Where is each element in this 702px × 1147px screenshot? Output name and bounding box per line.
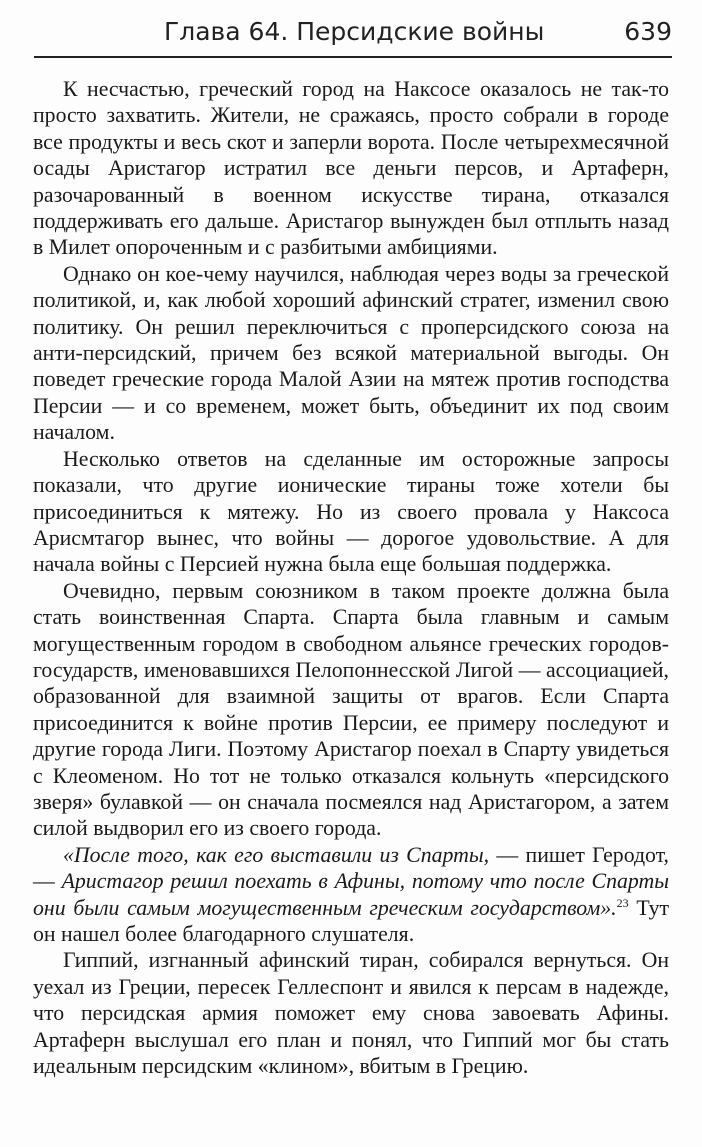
footnote-marker: 23 xyxy=(616,895,629,910)
paragraph-naxos: К несчастью, греческий город на Наксосе оказалось не так-то просто захватить. Жители, не сражаясь, просто собрали в городе все продукты и весь скот и заперли ворота. После четырехмесячной осады Аристагор истратил все деньги персов, и Артаферн, разочарованный в военном искусстве тирана, отказался поддерживать его дальше. Аристагор вынужден был отплыть назад в Милет опороченным и с разбитыми амбициями. xyxy=(33,77,669,260)
chapter-title: Глава 64. Персидские войны xyxy=(164,17,545,46)
quote-part-1: «После того, как его выставили из Спарты, xyxy=(63,842,490,867)
page-header xyxy=(34,14,672,58)
quote-part-2: Аристагор решил поехать в Афины, потому что после Спарты они были самым могущественным греческим государством». xyxy=(33,869,669,920)
paragraph-ionian-tyrants: Несколько ответов на сделанные им осторожные запросы показали, что другие ионические тираны тоже хотели бы присоединиться к мятежу. Но из своего провала у Наксоса Арисмтагор вынес, что войны — дорогое удовольствие. А для начала войны с Персией нужна была еще большая поддержка. xyxy=(33,446,669,577)
body-text xyxy=(33,76,669,1079)
paragraph-policy-change: Однако он кое-чему научился, наблюдая через воды за греческой политикой, и, как любой хороший афинский стратег, изменил свою политику. Он решил переключиться с проперсидского союза на анти-персидский, причем без всякой материальной выгоды. Он поведет греческие города Малой Азии на мятеж против господства Персии — и со временем, может быть, объединит их под своим началом. xyxy=(33,261,669,445)
quote-attribution: — пишет Геродот, — xyxy=(33,842,670,894)
paragraph-herodotus-quote xyxy=(33,842,669,948)
quote-continuation: Тут он нашел более благодарного слушателя. xyxy=(33,895,670,946)
paragraph-sparta: Очевидно, первым союзником в таком проекте должна была стать воинственная Спарта. Спарта была главным и самым могущественным городом в свободном альянсе греческих городов-государств, именовавшихся Пелопоннесской Лигой — ассоциацией, образованной для взаимной защиты от врагов. Если Спарта присоединится к войне против Персии, ее примеру последуют и другие города Лиги. Поэтому Аристагор поехал в Спарту увидеться с Клеоменом. Но тот не только отказался кольнуть «персидского зверя» булавкой — он сначала посмеялся над Аристагором, а затем силой выдворил его из своего города. xyxy=(33,578,669,841)
paragraph-hippias: Гиппий, изгнанный афинский тиран, собирался вернуться. Он уехал из Греции, пересек Геллеспонт и явился к персам в надежде, что персидская армия поможет ему снова завоевать Афины. Артаферн выслушал его план и понял, что Гиппий мог бы стать идеальным персидским «клином», вбитым в Грецию. xyxy=(33,948,669,1079)
page-number: 639 xyxy=(624,17,672,46)
